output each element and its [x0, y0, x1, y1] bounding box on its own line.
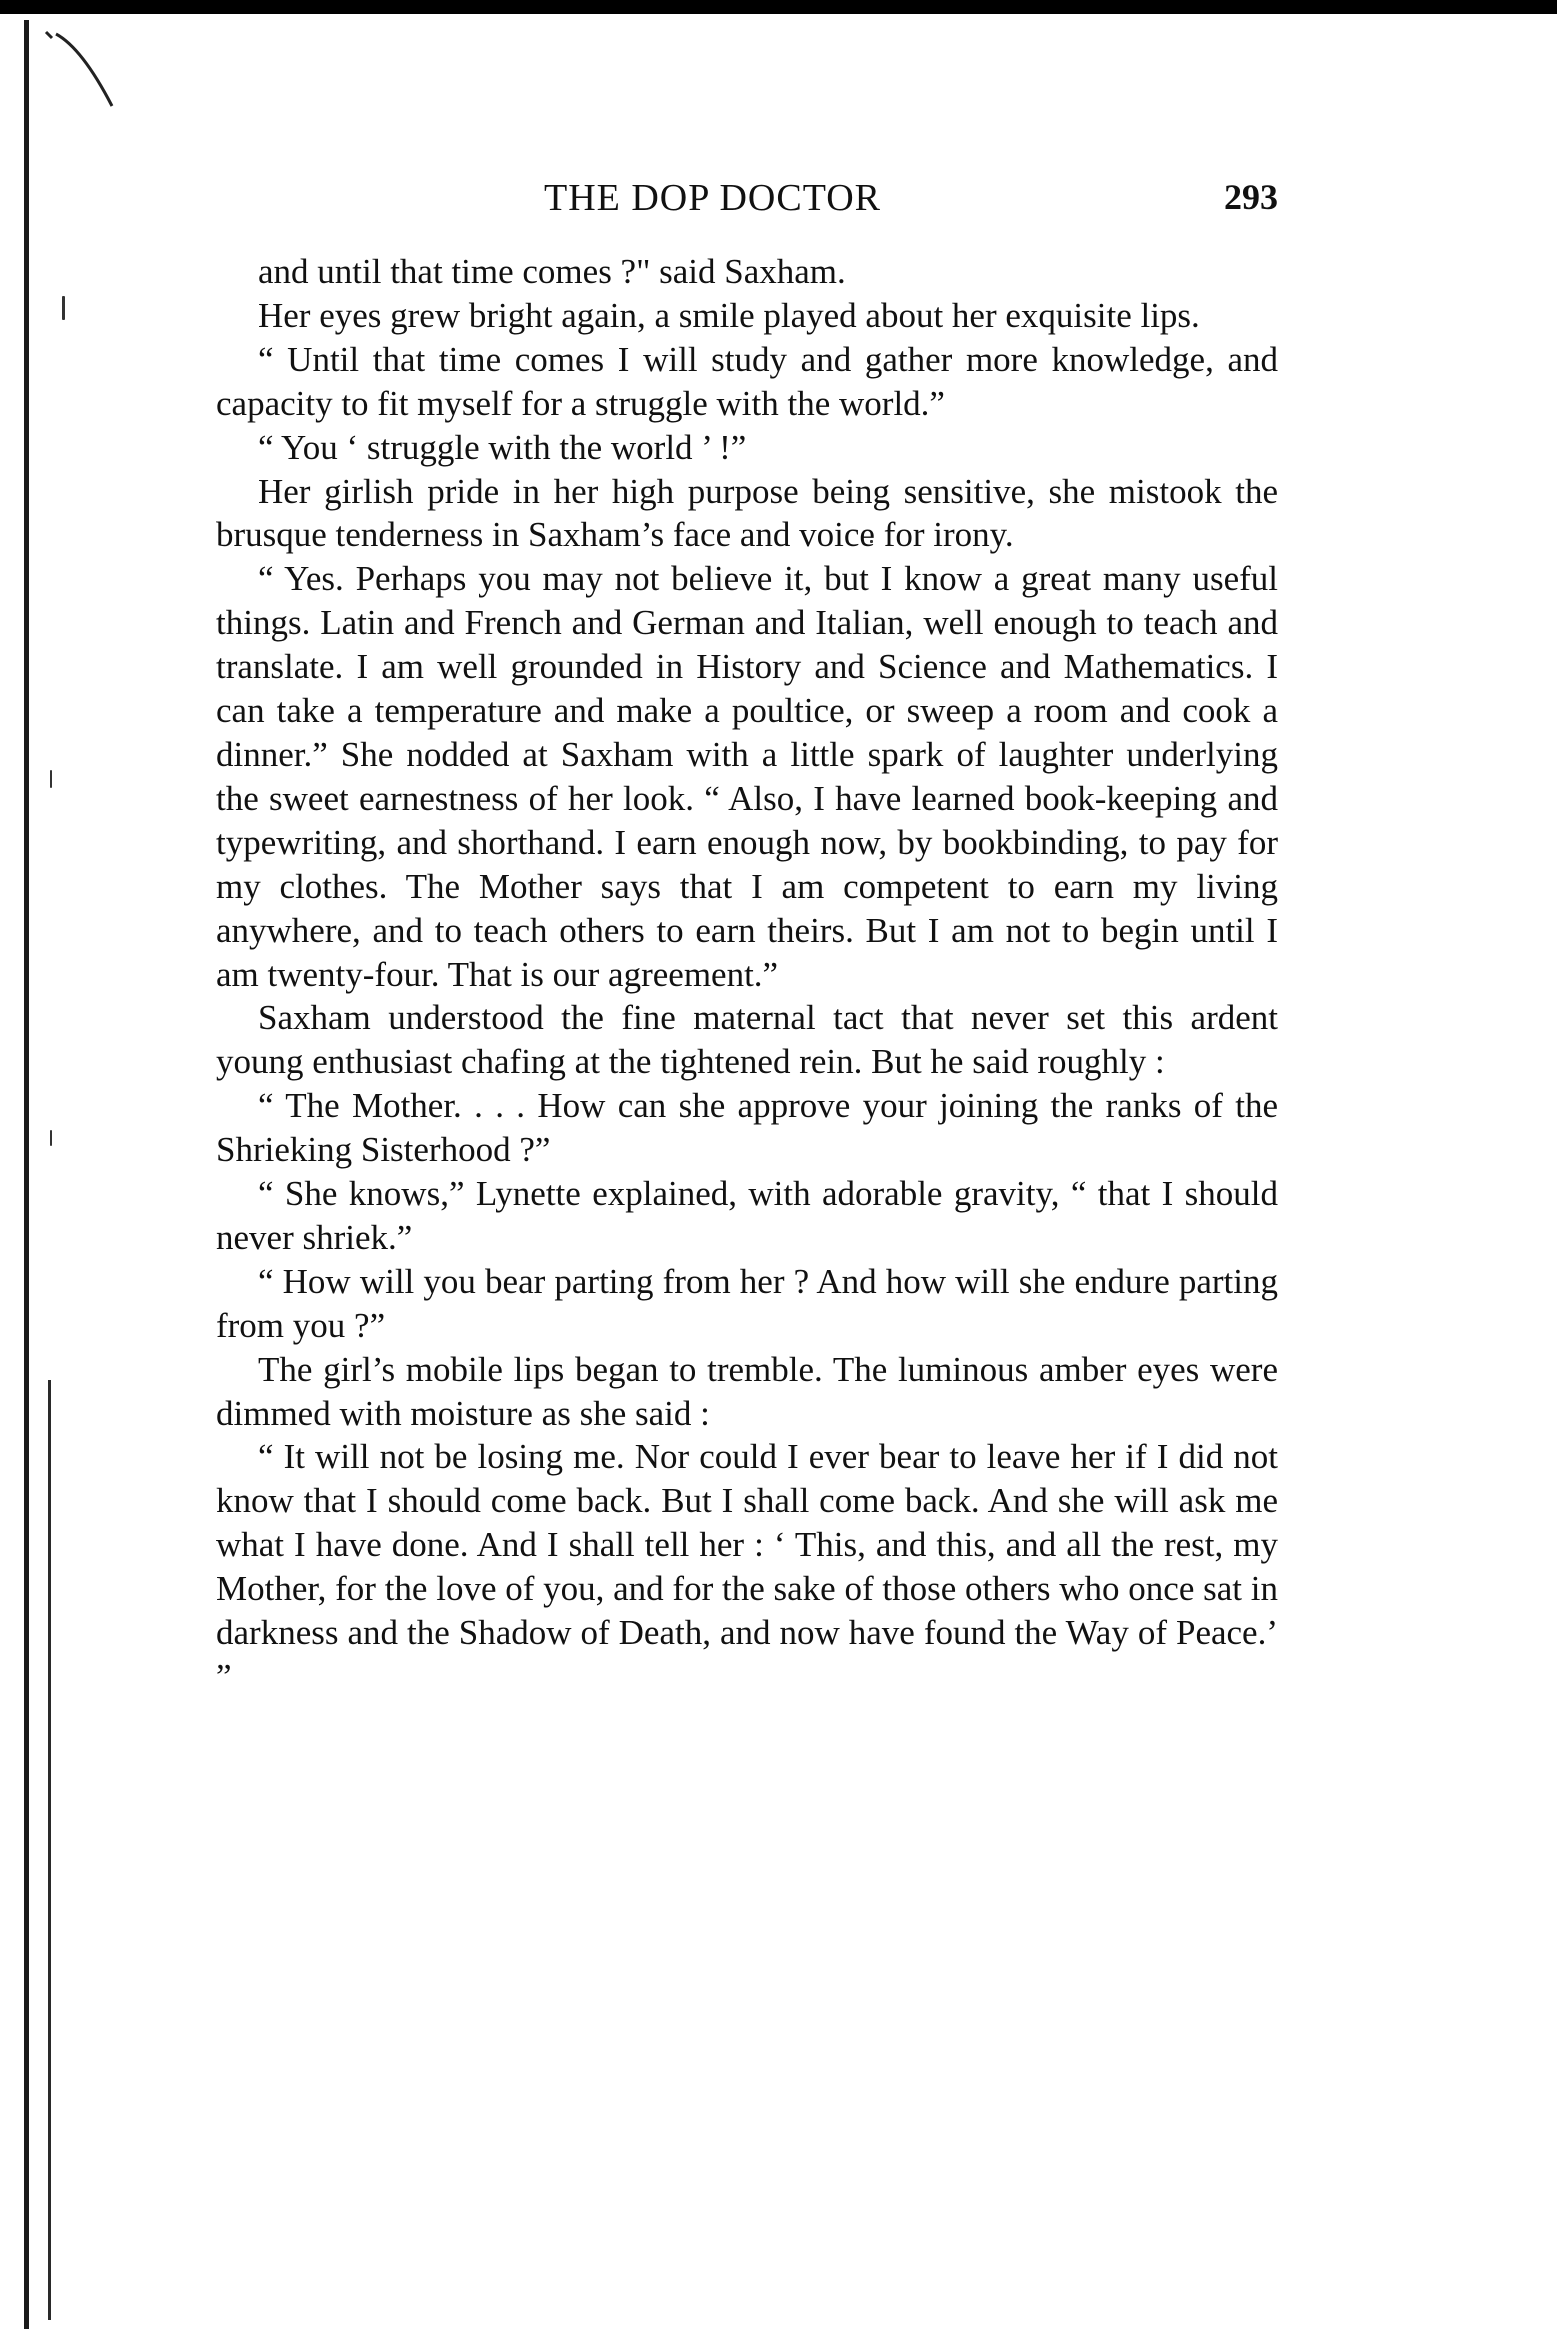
paragraph: “ Until that time comes I will study and gather more knowledge, and capacity to fit myself for a struggle with the world.”	[216, 339, 1278, 423]
scan-top-edge	[0, 0, 1557, 14]
running-title: THE DOP DOCTOR	[544, 177, 882, 219]
paragraph: “ You ‘ struggle with the world ’ !”	[258, 427, 747, 467]
corner-page-mark	[42, 28, 132, 108]
paragraph: “ The Mother. . . . How can she approve your joining the ranks of the Shrieking Sisterhood ?”	[216, 1086, 1278, 1170]
paragraph: “ How will you bear parting from her ? And how will she endure parting from you ?”	[216, 1261, 1278, 1345]
book-binding-edge	[24, 20, 29, 2329]
paragraph: The girl’s mobile lips began to tremble. The luminous amber eyes were dimmed with moisture as she said :	[216, 1349, 1278, 1433]
paragraph: Her girlish pride in her high purpose being sensitive, she mistook the brusque tenderness in Saxham’s face and voice for irony.	[216, 471, 1278, 555]
paragraph: “ She knows,” Lynette explained, with adorable gravity, “ that I should never shriek.”	[216, 1174, 1278, 1257]
book-binding-edge-inner	[48, 1380, 51, 2320]
body-text	[216, 250, 1278, 1699]
paragraph: “ Yes. Perhaps you may not believe it, but I know a great many useful things. Latin and French and German and Italian, well enough to teach and translate. I am well grounded in History and Science and Mathematics. I can take a temperature and make a poultice, or sweep a room and cook a dinner.” She nodded at Saxham with a little spark of laughter underlying the sweet earnestness of her look. “ Also, I have learned book-keeping and typewriting, and shorthand. I earn enough now, by bookbinding, to pay for my clothes. The Mother says that I am competent to earn my living anywhere, and to teach others to earn theirs. But I am not to begin until I am twenty-four. That is our agreement.”	[216, 559, 1278, 994]
paragraph: and until that time comes ?" said Saxham.	[258, 252, 846, 291]
paragraph: Her eyes grew bright again, a smile played about her exquisite lips.	[258, 295, 1200, 335]
paragraph: “ It will not be losing me. Nor could I ever bear to leave her if I did not know that I should come back. But I shall come back. And she will ask me what I have done. And I shall tell her : ‘ This, and this, and all the rest, my Mother, for the love of you, and for the sake of those others who once sat in darkness and the Shadow of Death, and now have found the Way of Peace.’ ”	[216, 1437, 1278, 1696]
paragraph: Saxham understood the fine maternal tact that never set this ardent young enthusiast chafing at the tightened rein. But he said roughly :	[216, 998, 1278, 1082]
page-number: 293	[1224, 177, 1278, 217]
page-header	[216, 176, 1278, 228]
